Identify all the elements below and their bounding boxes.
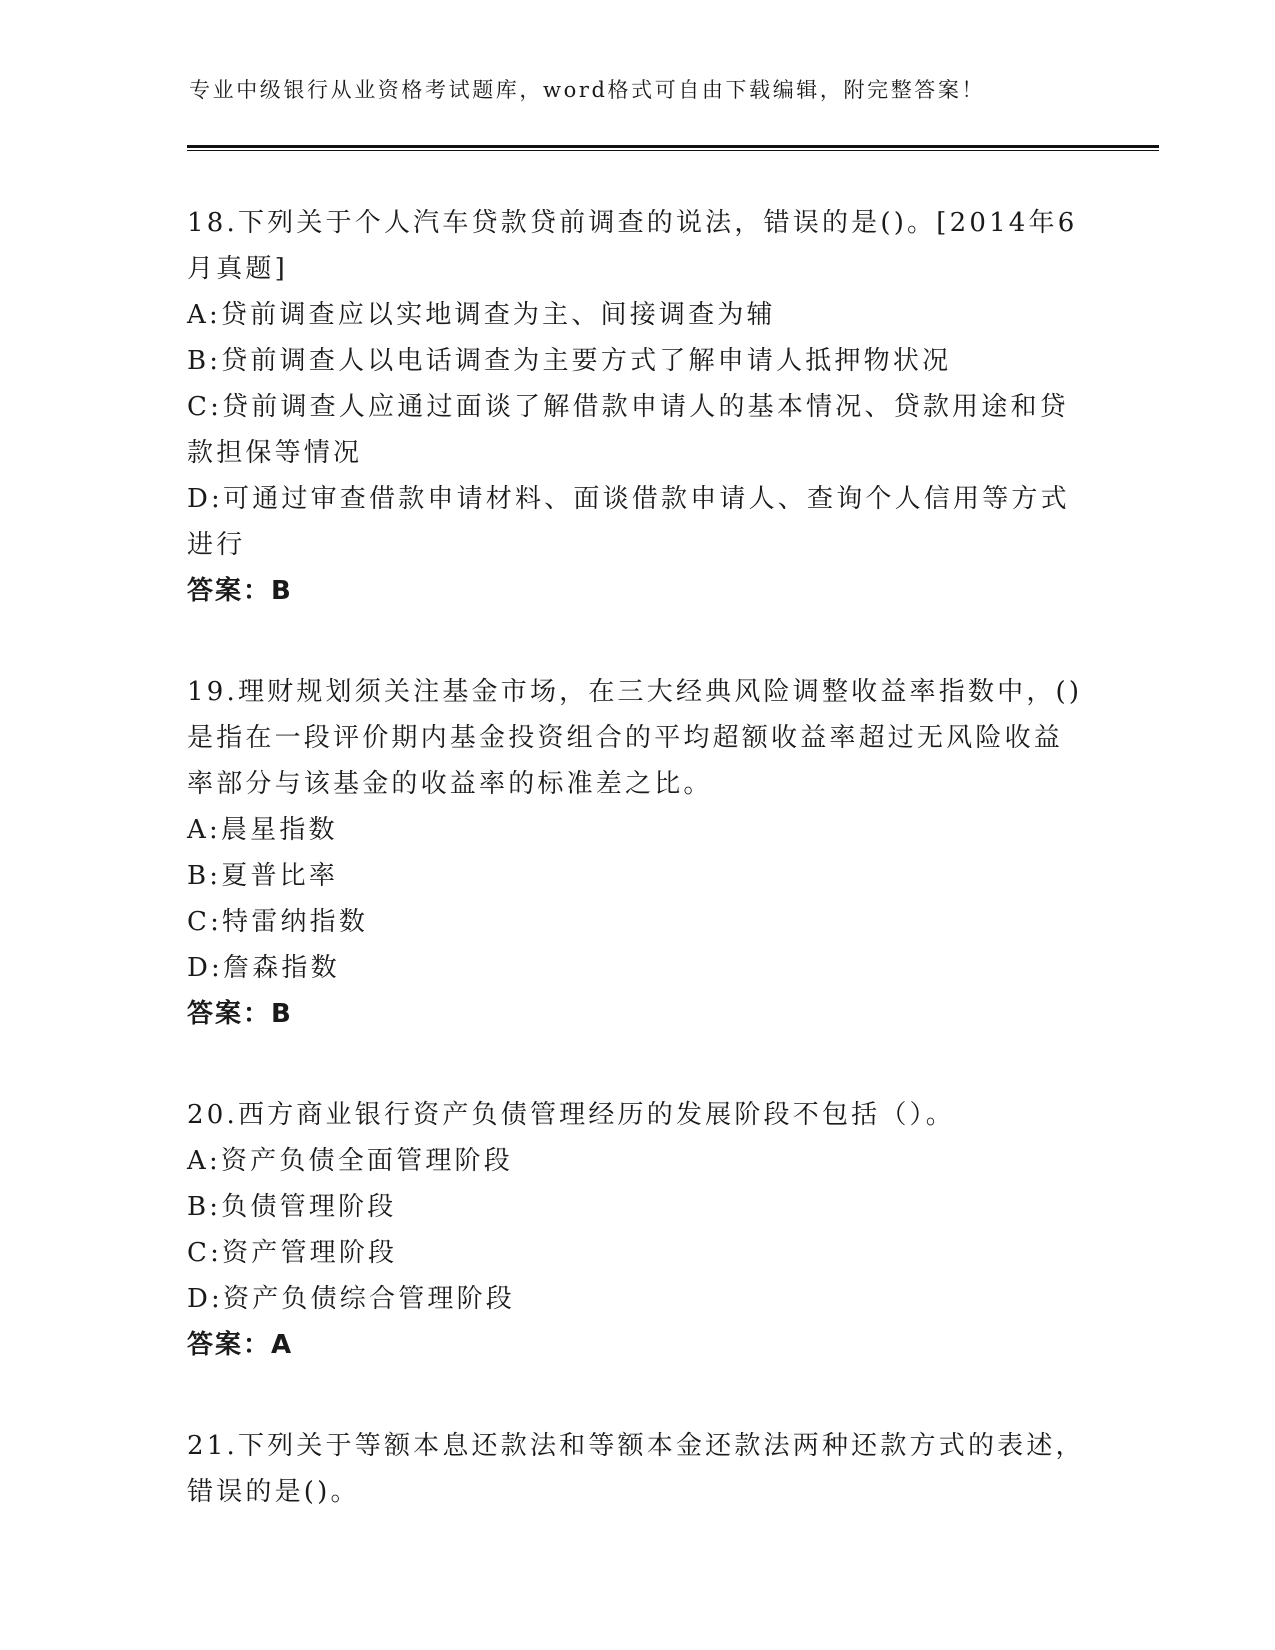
question-19 xyxy=(187,669,1087,1037)
question-text: 20.西方商业银行资产负债管理经历的发展阶段不包括（）。 xyxy=(187,1100,955,1130)
option-d: D:可通过审查借款申请材料、面谈借款申请人、查询个人信用等方式进行 xyxy=(187,484,1070,560)
option-d: D:詹森指数 xyxy=(187,953,340,983)
option-a: A:晨星指数 xyxy=(187,815,338,845)
answer: 答案：A xyxy=(187,1330,294,1360)
answer: 答案：B xyxy=(187,999,293,1029)
question-21 xyxy=(187,1423,1087,1515)
header-rule-thin xyxy=(187,150,1159,151)
option-c: C:贷前调查人应通过面谈了解借款申请人的基本情况、贷款用途和贷款担保等情况 xyxy=(187,392,1069,468)
option-c: C:资产管理阶段 xyxy=(187,1238,398,1268)
answer: 答案：B xyxy=(187,576,293,606)
question-text: 18.下列关于个人汽车贷款贷前调查的说法，错误的是()。[2014年6月真题] xyxy=(187,208,1078,284)
option-a: A:贷前调查应以实地调查为主、间接调查为辅 xyxy=(187,300,776,330)
question-18 xyxy=(187,200,1087,614)
header-divider xyxy=(187,145,1159,152)
question-text: 21.下列关于等额本息还款法和等额本金还款法两种还款方式的表述，错误的是()。 xyxy=(187,1431,1085,1507)
option-d: D:资产负债综合管理阶段 xyxy=(187,1284,516,1314)
option-c: C:特雷纳指数 xyxy=(187,907,369,937)
question-text: 19.理财规划须关注基金市场，在三大经典风险调整收益率指数中，()是指在一段评价期内基金投资组合的平均超额收益率超过无风险收益率部分与该基金的收益率的标准差之比。 xyxy=(187,677,1083,799)
question-20 xyxy=(187,1092,1087,1368)
option-b: B:负债管理阶段 xyxy=(187,1192,397,1222)
page-header: 专业中级银行从业资格考试题库，word格式可自由下载编辑，附完整答案！ xyxy=(189,78,986,102)
option-a: A:资产负债全面管理阶段 xyxy=(187,1146,513,1176)
question-list xyxy=(187,200,1087,1570)
option-b: B:贷前调查人以电话调查为主要方式了解申请人抵押物状况 xyxy=(187,346,952,376)
header-rule-thick xyxy=(187,145,1159,148)
option-b: B:夏普比率 xyxy=(187,861,339,891)
